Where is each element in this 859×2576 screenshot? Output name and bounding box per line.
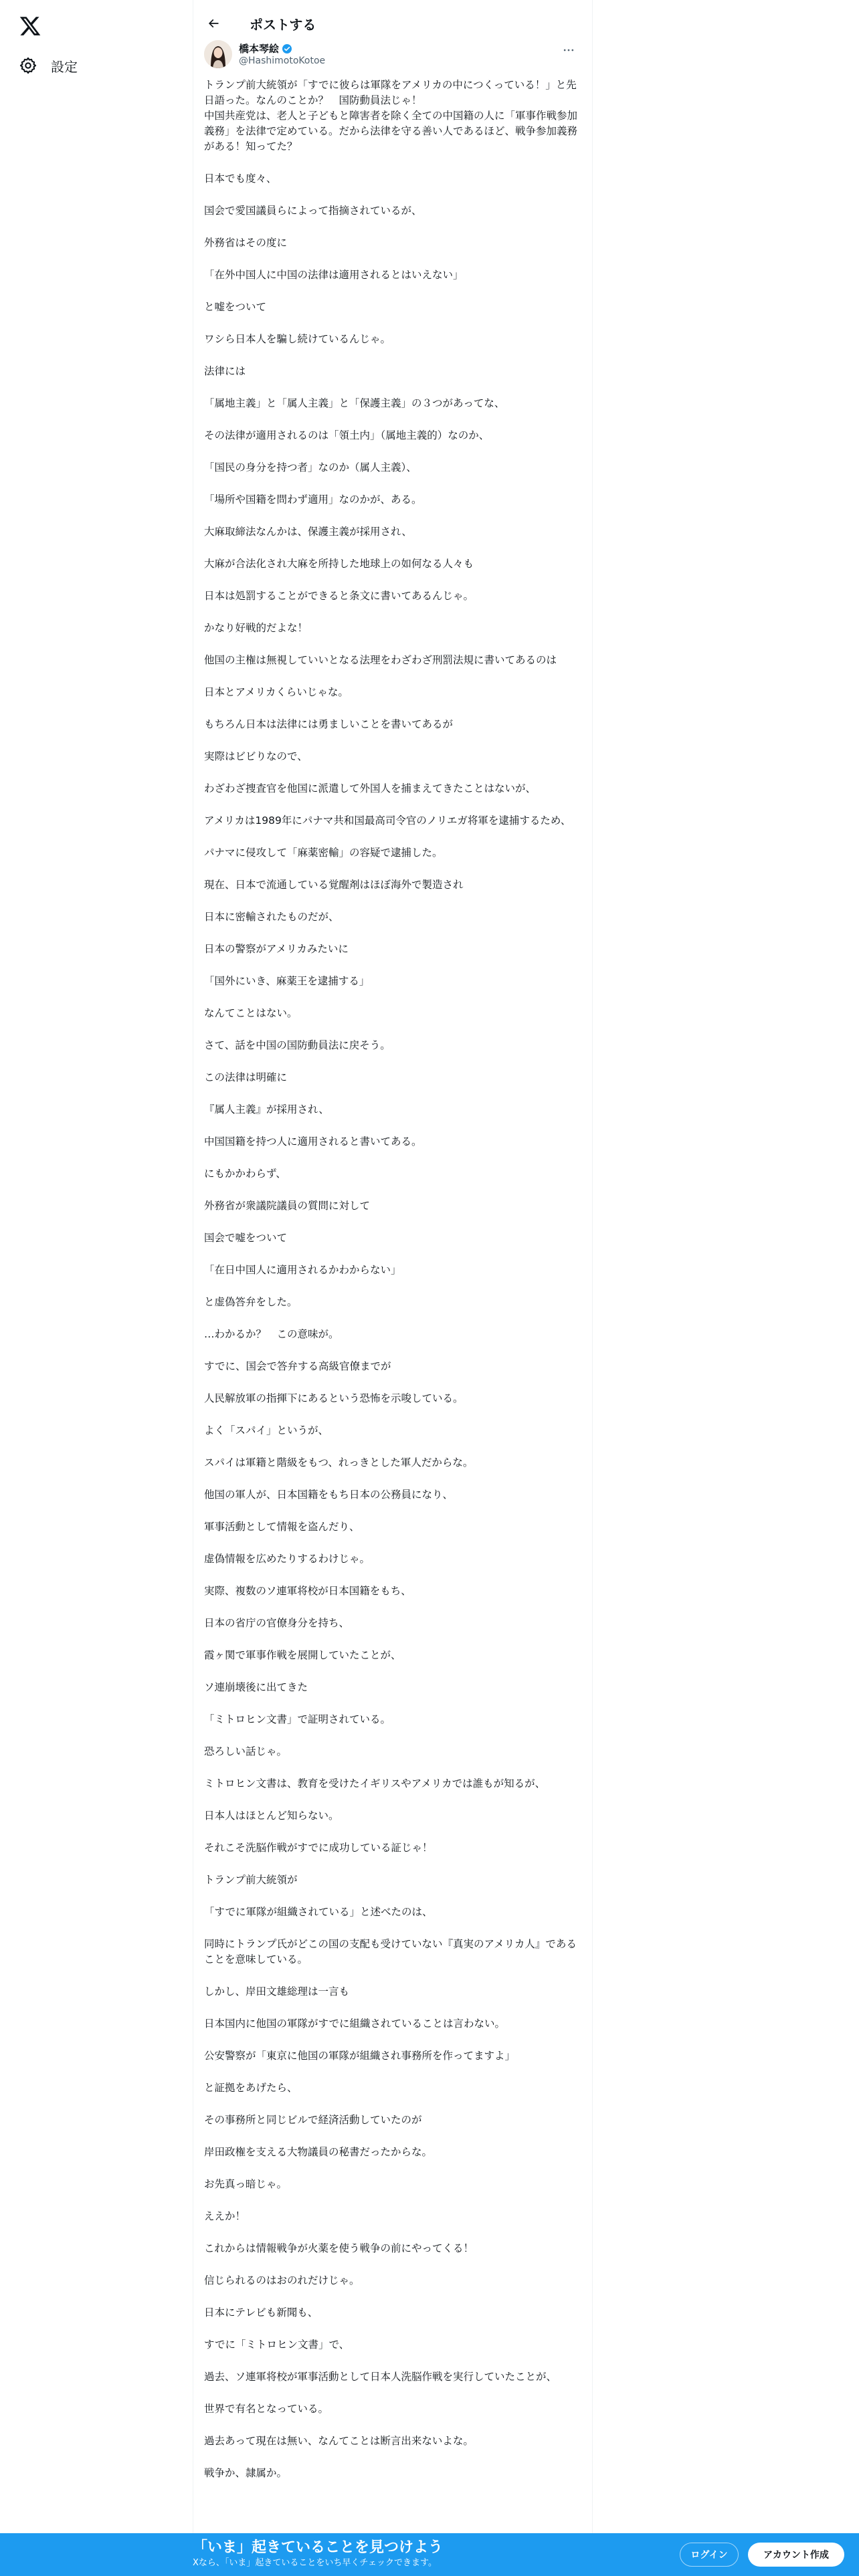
post-paragraph: 恐ろしい話じゃ。 <box>204 1745 288 1757</box>
post-paragraph: なんてことはない。 <box>204 1007 298 1019</box>
avatar[interactable] <box>204 40 232 68</box>
more-dots-icon <box>562 43 575 57</box>
post-paragraph: 戦争か、隷属か。 <box>204 2467 288 2479</box>
post-paragraph: トランプ前大統領が「すでに彼らは軍隊をアメリカの中につくっている！」と先日語った。なんのことか？ 国防動員法じゃ！ 中国共産党は、老人と子どもと障害者を除く全ての中国籍の人に「軍事作戦参加義務」を法律で定めている。だから法律を守る善い人であるほど、戦争参加義務がある！知ってた？ <box>204 79 578 152</box>
post-paragraph: 日本の省庁の官僚身分を持ち、 <box>204 1617 350 1629</box>
nav-settings-label: 設定 <box>51 58 78 75</box>
left-nav <box>0 0 193 2576</box>
page-title: ポストする <box>250 16 316 33</box>
post-paragraph: トランプ前大統領が <box>204 1874 298 1886</box>
post-paragraph: 法律には <box>204 365 246 377</box>
post-paragraph: 日本国内に他国の軍隊がすでに組織されていることは言わない。 <box>204 2018 505 2030</box>
post-paragraph: 「国外にいき、麻薬王を逮捕する」 <box>204 975 370 987</box>
post-paragraph: すでに「ミトロヒン文書」で、 <box>204 2339 350 2351</box>
post-paragraph: 「在外中国人に中国の法律は適用されるとはいえない」 <box>204 269 464 281</box>
post-paragraph: 他国の主権は無視していいとなる法理をわざわざ刑罰法規に書いてあるのは <box>204 654 557 666</box>
post-paragraph: 過去あって現在は無い、なんてことは断言出来ないよな。 <box>204 2435 474 2447</box>
post-paragraph: 世界で有名となっている。 <box>204 2403 329 2415</box>
post-paragraph: 「ミトロヒン文書」で証明されている。 <box>204 1713 391 1725</box>
post-paragraph: 同時にトランプ氏がどこの国の支配も受けていない『真実のアメリカ人』であることを意味している。 <box>204 1938 577 1965</box>
author-handle[interactable]: @HashimotoKotoe <box>239 56 326 66</box>
post-paragraph: 大麻が合法化され大麻を所持した地球上の如何なる人々も <box>204 558 474 570</box>
post-paragraph: 国会で愛国議員らによって指摘されているが、 <box>204 205 422 217</box>
post-paragraph: 「属地主義」と「属人主義」と「保護主義」の３つがあってな、 <box>204 397 505 409</box>
post-paragraph: もちろん日本は法律には勇ましいことを書いてあるが <box>204 718 454 730</box>
post-paragraph: と証拠をあげたら、 <box>204 2082 298 2094</box>
post-paragraph: 軍事活動として情報を盗んだり、 <box>204 1521 360 1533</box>
post-paragraph: その法律が適用されるのは「領土内」（属地主義的）なのか、 <box>204 429 490 441</box>
post-paragraph: わざわざ捜査官を他国に派遣して外国人を捕まえてきたことはないが、 <box>204 782 537 794</box>
banner-title: 「いま」起きていることを見つけよう <box>193 2539 444 2556</box>
post-paragraph: にもかかわらず、 <box>204 1168 286 1180</box>
post-paragraph: …わかるか？ この意味が。 <box>204 1328 339 1340</box>
post-paragraph: 実際はビビりなので、 <box>204 750 308 762</box>
post-paragraph: ソ連崩壊後に出てきた <box>204 1681 308 1693</box>
post-author <box>204 39 581 72</box>
post-paragraph: スパイは軍籍と階級をもつ、れっきとした軍人だからな。 <box>204 1457 474 1469</box>
post-paragraph: さて、話を中国の国防動員法に戻そう。 <box>204 1039 391 1051</box>
post-paragraph: 「すでに軍隊が組織されている」と述べたのは、 <box>204 1906 433 1918</box>
post-paragraph: 日本でも度々、 <box>204 173 277 185</box>
main-column <box>193 0 593 2576</box>
post-paragraph: しかし、岸田文雄総理は一言も <box>204 1985 350 1998</box>
post-paragraph: すでに、国会で答弁する高級官僚までが <box>204 1360 391 1372</box>
post-paragraph: お先真っ暗じゃ。 <box>204 2178 288 2190</box>
post-paragraph: 外務省はその度に <box>204 237 288 249</box>
post-paragraph: 国会で嘘をついて <box>204 1232 288 1244</box>
post-paragraph: 霞ヶ関で軍事作戦を展開していたことが、 <box>204 1649 401 1661</box>
back-button[interactable] <box>201 11 225 35</box>
post-paragraph: 「場所や国籍を問わず適用」なのかが、ある。 <box>204 494 422 506</box>
post-paragraph: 日本の警察がアメリカみたいに <box>204 943 349 955</box>
post-paragraph: アメリカは1989年にパナマ共和国最高司令官のノリエガ将軍を逮捕するため、 <box>204 815 571 827</box>
post-paragraph: 他国の軍人が、日本国籍をもち日本の公務員になり、 <box>204 1489 454 1501</box>
post-paragraph: 中国国籍を持つ人に適用されると書いてある。 <box>204 1136 422 1148</box>
post-paragraph: 「国民の身分を持つ者」なのか（属人主義）、 <box>204 461 417 473</box>
post-paragraph: ミトロヒン文書は、教育を受けたイギリスやアメリカでは誰もが知るが、 <box>204 1778 546 1790</box>
post-paragraph: ええか！ <box>204 2210 246 2222</box>
post-paragraph: 日本に密輸されたものだが、 <box>204 911 339 923</box>
post-paragraph: 公安警察が「東京に他国の軍隊が組織され事務所を作ってますよ」 <box>204 2050 516 2062</box>
arrow-left-icon <box>207 17 220 30</box>
post-paragraph: これからは情報戦争が火薬を使う戦争の前にやってくる！ <box>204 2242 474 2254</box>
post-paragraph: その事務所と同じビルで経済活動していたのが <box>204 2114 422 2126</box>
post-paragraph: 現在、日本で流通している覚醒剤はほぼ海外で製造され <box>204 879 464 891</box>
post-paragraph: 外務省が衆議院議員の質問に対して <box>204 1200 371 1212</box>
gear-icon <box>19 56 37 75</box>
post-paragraph: 虚偽情報を広めたりするわけじゃ。 <box>204 1553 371 1565</box>
post-paragraph: パナマに侵攻して「麻薬密輸」の容疑で逮捕した。 <box>204 847 443 859</box>
banner-subtitle: Xなら、「いま」起きていることをいち早くチェックできます。 <box>193 2558 437 2568</box>
post-paragraph: 信じられるのはおのれだけじゃ。 <box>204 2274 360 2286</box>
signup-button[interactable]: アカウント作成 <box>748 2543 844 2567</box>
post-paragraph: かなり好戦的だよな！ <box>204 622 308 634</box>
post-paragraph: 実際、複数のソ連軍将校が日本国籍をもち、 <box>204 1585 411 1597</box>
x-logo-icon[interactable] <box>19 15 41 37</box>
post-paragraph: 岸田政権を支える大物議員の秘書だったからな。 <box>204 2146 433 2158</box>
post-paragraph: 日本にテレビも新聞も、 <box>204 2306 318 2319</box>
post-paragraph: よく「スパイ」というが、 <box>204 1424 329 1436</box>
post-paragraph: それこそ洗脳作戦がすでに成功している証じゃ！ <box>204 1842 433 1854</box>
post-paragraph: 大麻取締法なんかは、保護主義が採用され、 <box>204 526 412 538</box>
nav-settings[interactable] <box>19 52 78 79</box>
post-paragraph: ワシら日本人を騙し続けているんじゃ。 <box>204 333 391 345</box>
login-button[interactable]: ログイン <box>680 2543 739 2567</box>
post-paragraph: 日本人はほとんど知らない。 <box>204 1810 339 1822</box>
author-name[interactable]: 橋本琴絵 <box>239 43 280 55</box>
post-paragraph: 『属人主義』が採用され、 <box>204 1103 329 1115</box>
signup-banner <box>0 2533 859 2576</box>
verified-badge-icon <box>282 43 292 54</box>
post-paragraph: と嘘をついて <box>204 301 267 313</box>
post-paragraph: 過去、ソ連軍将校が軍事活動として日本人洗脳作戦を実行していたことが、 <box>204 2371 557 2383</box>
post-paragraph: この法律は明確に <box>204 1071 288 1083</box>
post-paragraph: と虚偽答弁をした。 <box>204 1296 298 1308</box>
post-paragraph: 日本は処罰することができると条文に書いてあるんじゃ。 <box>204 590 474 602</box>
post-paragraph: 日本とアメリカくらいじゃな。 <box>204 686 349 698</box>
more-options-button[interactable] <box>560 43 577 58</box>
post-paragraph: 「在日中国人に適用されるかわからない」 <box>204 1264 401 1276</box>
post-text <box>204 78 583 2498</box>
post-paragraph: 人民解放軍の指揮下にあるという恐怖を示唆している。 <box>204 1392 464 1404</box>
